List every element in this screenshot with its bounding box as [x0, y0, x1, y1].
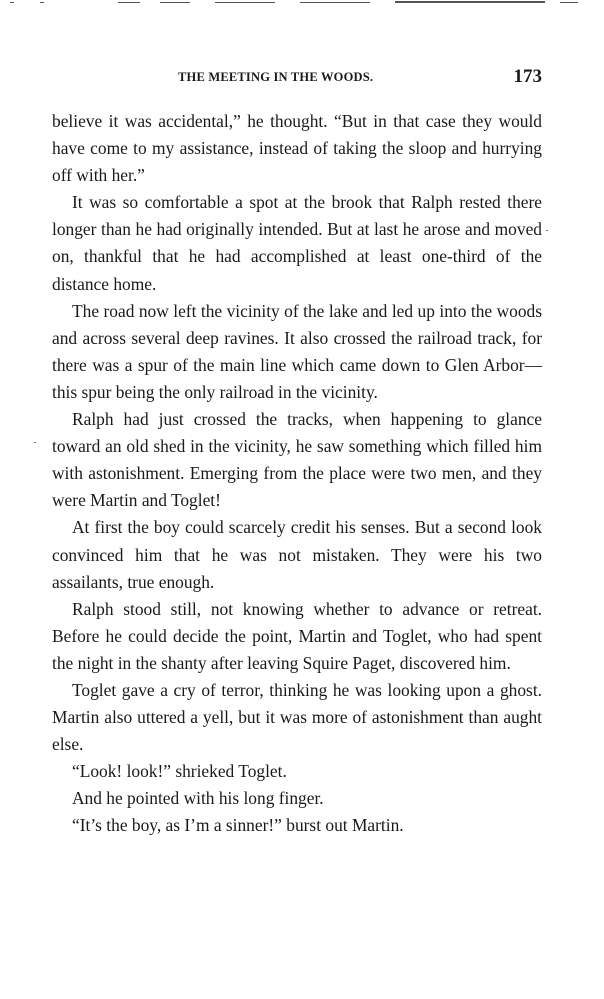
scan-speck: [34, 442, 36, 443]
scan-mark: [215, 2, 275, 3]
paragraph: Toglet gave a cry of terror, thinking he was looking upon a ghost. Martin also uttered a yell, but it was more of astonishment than aught else.: [52, 679, 542, 755]
scan-top-edge: [0, 0, 604, 6]
scan-mark: [160, 2, 190, 3]
scan-speck: [546, 230, 548, 231]
paragraph: The road now left the vicinity of the lake and led up into the woods and across several deep ravines. It also crossed the railroad track, for there was a spur of the main line which came down to Glen Arbor—this spur being the only railroad in the vicinity.: [52, 300, 542, 402]
paragraph: And he pointed with his long finger.: [72, 788, 324, 809]
paragraph: believe it was accidental,” he thought. “But in that case they would have come to my assistance, instead of taking the sloop and hurrying off with her.”: [52, 111, 542, 186]
body-text: [52, 108, 542, 840]
paragraph: “It’s the boy, as I’m a sinner!” burst out Martin.: [72, 815, 404, 836]
page-header: [52, 66, 542, 92]
scan-mark: [300, 2, 370, 3]
scan-mark: [395, 1, 545, 3]
running-title: THE MEETING IN THE WOODS.: [178, 70, 374, 84]
scan-mark: [10, 2, 14, 3]
paragraph: It was so comfortable a spot at the brook that Ralph rested there longer than he had originally intended. But at last he arose and moved on, thankful that he had accomplished at least one-third of the distance home.: [52, 192, 542, 294]
paragraph: “Look! look!” shrieked Toglet.: [72, 761, 287, 782]
scan-mark: [40, 2, 44, 3]
paragraph: At first the boy could scarcely credit his senses. But a second look convinced him that he was not mistaken. They were his two assailants, true enough.: [52, 517, 542, 592]
scan-mark: [118, 2, 140, 3]
paragraph: Ralph stood still, not knowing whether to advance or retreat. Before he could decide the point, Martin and Toglet, who had spent the night in the shanty after leaving Squire Paget, discovered him.: [52, 598, 542, 673]
scan-mark: [560, 2, 578, 3]
page-number: 173: [513, 66, 542, 87]
paragraph: Ralph had just crossed the tracks, when happening to glance toward an old shed in the vicinity, he saw something which filled him with astonishment. Emerging from the place were two men, and they were Martin and Toglet!: [52, 409, 542, 511]
